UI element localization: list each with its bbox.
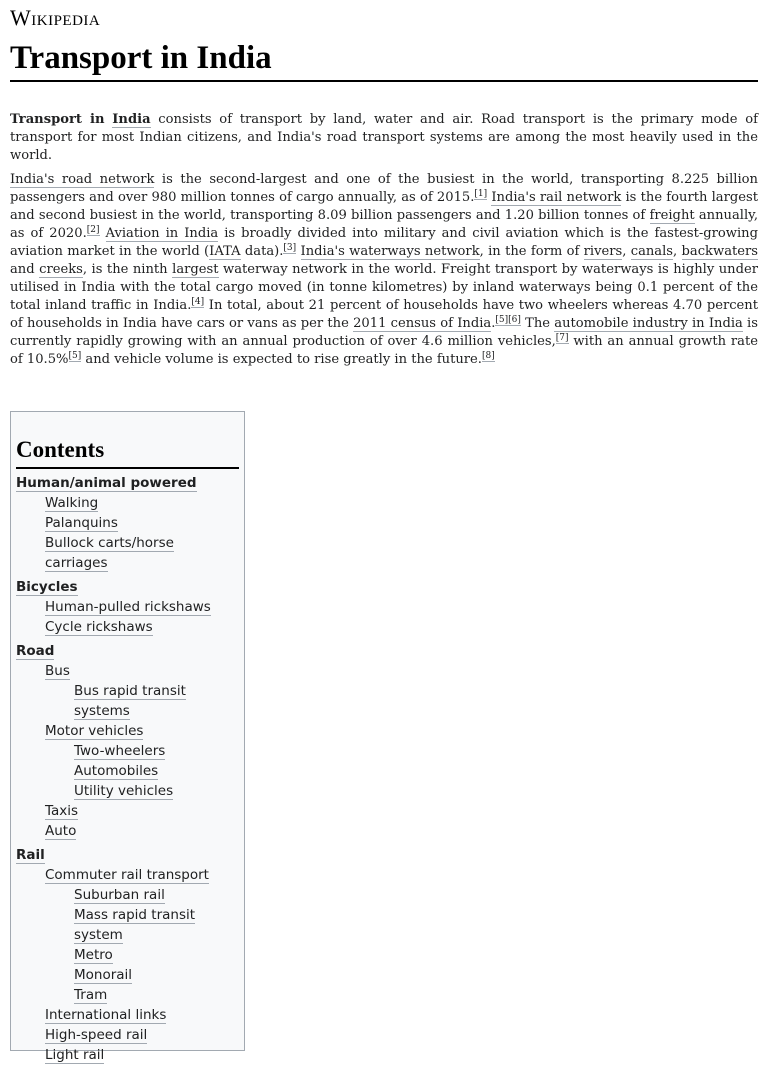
link-backwaters[interactable]: backwaters	[681, 244, 758, 259]
ref-5[interactable]: [5]	[495, 315, 509, 325]
toc-item[interactable]	[16, 473, 239, 493]
toc-item[interactable]	[16, 965, 239, 985]
ref-4[interactable]: [4]	[191, 297, 205, 307]
toc-item[interactable]	[16, 721, 239, 741]
toc-item[interactable]	[16, 985, 239, 1005]
toc-item[interactable]	[16, 761, 239, 781]
toc-item[interactable]	[16, 617, 239, 637]
lead-paragraph: Transport in India consists of transport by land, water and air. Road transport is the primary mode of transport for most Indian citizens, and India's road transport systems are among the most heavily used in the world.	[10, 112, 759, 163]
toc-item[interactable]	[16, 641, 239, 661]
toc-item[interactable]	[16, 1005, 239, 1025]
link-rail-network[interactable]: India's rail network	[491, 190, 622, 205]
toc-item-label: Commuter rail transport	[45, 867, 209, 883]
page-title: Transport in India	[10, 38, 758, 82]
toc-item[interactable]	[16, 741, 239, 761]
paragraph-2: India's road network is the second-largest and one of the busiest in the world, transporting 8.225 billion passengers and over 980 million tonnes of cargo annually, as of 2015.[1] India's rail network is the fourth largest and second busiest in the world, transporting 8.09 billion passengers and 1.20 billion tonnes of freight annually, as of 2020.[2] Aviation in India is broadly divided into military and civil aviation which is the fastest-growing aviation market in the world (IATA data).[3] India's waterways network, in the form of rivers, canals, backwaters and creeks, is the ninth largest waterway network in the world. Freight transport by waterways is highly under utilised in India with the total cargo moved (in tonne kilometres) by inland waterways being 0.1 percent of the total inland traffic in India.[4] In total, about 21 percent of households have two wheelers whereas 4.70 percent of households in India have cars or vans as per the 2011 census of India.[5][6] The automobile industry in India is currently rapidly growing with an annual production of over 4.6 million vehicles,[7] with an annual growth rate of 10.5%[5] and vehicle volume is expected to rise greatly in the future.[8]	[10, 172, 758, 367]
toc-item-label: Rail	[16, 847, 45, 863]
toc-item-label: International links	[45, 1007, 167, 1023]
toc-item[interactable]	[16, 945, 239, 965]
wordmark-text: Wikipedia	[10, 5, 101, 30]
toc-item-label: Bullock carts/horse carriages	[45, 535, 174, 571]
toc-item[interactable]	[16, 533, 239, 573]
toc-item-label: High-speed rail	[45, 1027, 148, 1043]
link-rivers[interactable]: rivers	[583, 244, 623, 259]
link-creeks[interactable]: creeks	[39, 262, 83, 277]
toc-item-label: Walking	[45, 495, 99, 511]
toc-item[interactable]	[16, 1045, 239, 1065]
toc-item[interactable]	[16, 577, 239, 597]
toc-item-label: Suburban rail	[74, 887, 165, 903]
toc-item[interactable]	[16, 885, 239, 905]
toc-item-label: Road	[16, 643, 55, 659]
link-largest[interactable]: largest	[172, 262, 219, 277]
wikipedia-wordmark[interactable]	[10, 5, 100, 31]
link-automobile-industry[interactable]: automobile industry in India	[554, 316, 743, 331]
toc-item-label: Bus rapid transit systems	[74, 683, 186, 719]
toc-item-label: Palanquins	[45, 515, 118, 531]
toc-item[interactable]	[16, 493, 239, 513]
toc-item[interactable]	[16, 801, 239, 821]
link-census[interactable]: 2011 census of India	[353, 316, 492, 331]
toc-item[interactable]	[16, 781, 239, 801]
ref-1[interactable]: [1]	[474, 189, 488, 199]
ref-6[interactable]: [6]	[508, 315, 521, 325]
toc-item-label: Human-pulled rickshaws	[45, 599, 211, 615]
bold-term-transport: Transport in	[10, 112, 105, 127]
table-of-contents	[10, 411, 245, 1063]
toc-item-label: Two-wheelers	[74, 743, 166, 759]
link-canals[interactable]: canals	[630, 244, 674, 259]
toc-item[interactable]	[16, 865, 239, 885]
toc-item-label: Tram	[74, 987, 108, 1003]
toc-title: Contents	[16, 437, 239, 469]
toc-item[interactable]	[16, 597, 239, 617]
link-india[interactable]: India	[112, 112, 151, 127]
toc-item[interactable]	[16, 845, 239, 865]
link-aviation[interactable]: Aviation in India	[105, 226, 219, 241]
toc-item[interactable]	[16, 513, 239, 533]
toc-item-label: Metro	[74, 947, 113, 963]
toc-item[interactable]	[16, 905, 239, 945]
link-freight[interactable]: freight	[649, 208, 695, 223]
toc-item-label: Bicycles	[16, 579, 78, 595]
link-waterways[interactable]: India's waterways network	[300, 244, 480, 259]
toc-item[interactable]	[16, 661, 239, 681]
toc-item-label: Cycle rickshaws	[45, 619, 153, 635]
link-road-network[interactable]: India's road network	[10, 172, 155, 187]
toc-item-label: Automobiles	[74, 763, 159, 779]
toc-item[interactable]	[16, 821, 239, 841]
article-body	[10, 111, 758, 375]
toc-item-label: Bus	[45, 663, 70, 679]
toc-item[interactable]	[16, 1025, 239, 1045]
toc-list	[16, 473, 239, 1065]
toc-item-label: Auto	[45, 823, 77, 839]
toc-item-label: Light rail	[45, 1047, 105, 1063]
toc-item-label: Mass rapid transit system	[74, 907, 196, 943]
toc-item-label: Human/animal powered	[16, 475, 197, 491]
ref-2[interactable]: [2]	[86, 225, 100, 235]
toc-item-label: Taxis	[45, 803, 79, 819]
ref-3[interactable]: [3]	[283, 243, 297, 253]
ref-5-second[interactable]: [5]	[68, 351, 82, 361]
ref-8[interactable]: [8]	[481, 351, 495, 361]
toc-item[interactable]	[16, 681, 239, 721]
link-iata[interactable]: IATA	[209, 244, 241, 259]
toc-item-label: Utility vehicles	[74, 783, 174, 799]
toc-item-label: Monorail	[74, 967, 133, 983]
ref-7[interactable]: [7]	[555, 333, 569, 343]
toc-item-label: Motor vehicles	[45, 723, 144, 739]
